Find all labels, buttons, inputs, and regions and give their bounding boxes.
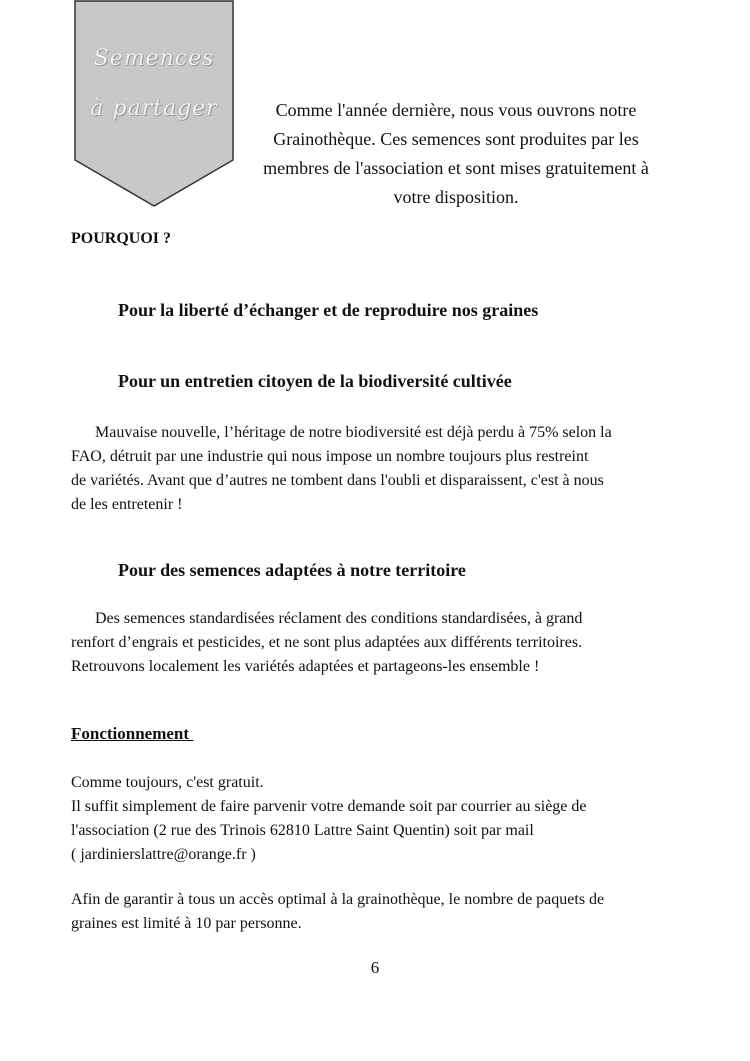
paragraph-line: Afin de garantir à tous un accès optimal à la grainothèque, le nombre de paquets de — [71, 891, 605, 908]
territory-paragraph — [71, 607, 671, 679]
paragraph-line: de les entretenir ! — [71, 496, 183, 513]
limit-paragraph — [71, 888, 671, 936]
banner-title-line2: à partager — [90, 96, 218, 121]
paragraph-line: Comme toujours, c'est gratuit. — [71, 774, 264, 791]
intro-paragraph — [236, 96, 676, 212]
functioning-heading: Fonctionnement — [71, 724, 194, 743]
paragraph-line: renfort d’engrais et pesticides, et ne sont plus adaptées aux différents territoires. — [71, 634, 583, 651]
paragraph-line: Il suffit simplement de faire parvenir votre demande soit par courrier au siège de — [71, 798, 587, 815]
intro-line: Grainothèque. Ces semences sont produites par les — [273, 129, 639, 149]
biodiversity-paragraph — [71, 421, 671, 517]
reason-biodiversity-heading: Pour un entretien citoyen de la biodiversité cultivée — [118, 371, 512, 391]
reason-freedom-heading: Pour la liberté d’échanger et de reproduire nos graines — [118, 300, 539, 320]
banner-title — [74, 0, 234, 150]
seeds-banner — [74, 0, 234, 208]
intro-line: votre disposition. — [393, 187, 519, 207]
why-heading: POURQUOI ? — [71, 230, 171, 247]
reason-territory-heading: Pour des semences adaptées à notre territoire — [118, 560, 466, 580]
functioning-paragraph — [71, 771, 671, 867]
paragraph-line: Des semences standardisées réclament des conditions standardisées, à grand — [95, 610, 583, 627]
banner-title-line1: Semences — [93, 46, 215, 71]
paragraph-line: graines est limité à 10 par personne. — [71, 915, 302, 932]
paragraph-line: l'association (2 rue des Trinois 62810 Lattre Saint Quentin) soit par mail — [71, 822, 534, 839]
contact-email: ( jardinierslattre@orange.fr ) — [71, 846, 256, 863]
intro-line: Comme l'année dernière, nous vous ouvrons notre — [275, 100, 637, 120]
paragraph-line: Mauvaise nouvelle, l’héritage de notre biodiversité est déjà perdu à 75% selon la — [95, 424, 612, 441]
paragraph-line: de variétés. Avant que d’autres ne tombent dans l'oubli et disparaissent, c'est à nous — [71, 472, 604, 489]
paragraph-line: FAO, détruit par une industrie qui nous impose un nombre toujours plus restreint — [71, 448, 589, 465]
page-number: 6 — [370, 958, 380, 977]
intro-line: membres de l'association et sont mises gratuitement à — [263, 158, 649, 178]
paragraph-line: Retrouvons localement les variétés adaptées et partageons-les ensemble ! — [71, 658, 540, 675]
